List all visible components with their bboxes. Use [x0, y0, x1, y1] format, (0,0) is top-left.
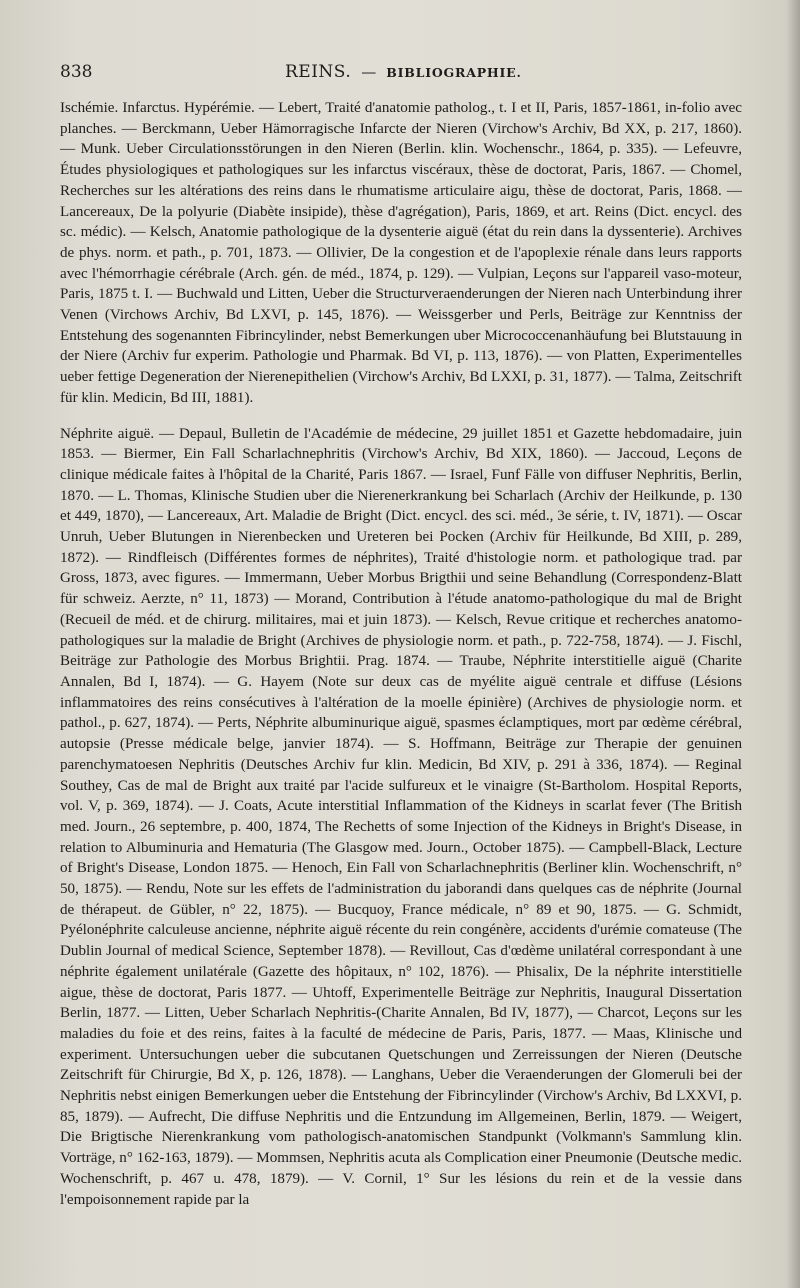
section-references: — Lebert, Traité d'anatomie patholog., t. I et II, Paris, 1857-1861, in-folio avec planches. — Berckmann, Ueber Hämorragische Infarcte der Nieren (Virchow's Archiv, Bd XX, p. 217, 1860). — Munk. Ueber Circulationsstörungen in den Nieren (Berlin. klin. Wochenschr., 1864, p. 335). — Lefeuvre, Études physiologiques et pathologiques sur les infarctus viscéraux, thèse de doctorat, Paris, 1867. — Chomel, Recherches sur les altérations des reins dans le rhumatisme articulaire aigu, thèse de doctorat, Paris, 1868. — Lancereaux, De la polyurie (Diabète insipide), thèse d'agrégation), Paris, 1869, et art. Reins (Dict. encycl. des sc. médic). — Kelsch, Anatomie pathologique de la dysenterie aiguë (état du rein dans la dyssenterie). Archives de phys. norm. et path., p. 701, 1873. — Ollivier, De la congestion et de l'apoplexie rénale dans leurs rapports avec l'hémorrhagie cérébrale (Arch. gén. de méd., 1874, p. 129). — Vulpian, Leçons sur l'appareil vaso-moteur, Paris, 1875 t. I. — Buchwald und Litten, Ueber die Structurveraenderungen der Nieren nach Unterbindung ihrer Venen (Virchows Archiv, Bd LXVI, p. 145, 1876). — Weissgerber und Perls, Beiträge zur Kenntniss der Entstehung des sogenannten Fibrincylinder, nebst Bemerkungen uber Micrococcenanhäufung bei Blutstauung in der Niere (Archiv fur experim. Pathologie und Pharmak. Bd VI, p. 113, 1876). — von Platten, Experimentelles ueber fettige Degeneration der Nierenepithelien (Virchow's Archiv, Bd LXXI, p. 31, 1877). — Talma, Zeitschrift für klin. Medicin, Bd III, 1881). — [60, 100, 742, 406]
running-title-dash: — — [361, 63, 377, 81]
section-references: — Depaul, Bulletin de l'Académie de médecine, 29 juillet 1851 et Gazette hebdomadaire, juin 1853. — Biermer, Ein Fall Scharlachnephritis (Virchow's Archiv, Bd XIX, 1860). — Jaccoud, Leçons de clinique médicale faites à l'hôpital de la Charité, Paris 1867. — Israel, Funf Fälle von diffuser Nephritis, Berlin, 1870. — L. Thomas, Klinische Studien uber die Nierenerkrankung bei Scharlach (Archiv der Heilkunde, p. 130 et 449, 1870), — Lancereaux, Art. Maladie de Bright (Dict. encycl. des sci. méd., 3e série, t. IV, 1871). — Oscar Unruh, Ueber Blutungen in Nierenbecken und Ureteren bei Pocken (Archiv für Heilkunde, Bd XIII, p. 289, 1872). — Rindfleisch (Différentes formes de néphrites), Traité d'histologie norm. et pathologique trad. par Gross, 1873, avec figures. — Immermann, Ueber Morbus Brigthii und seine Behandlung (Correspondenz-Blatt für schweiz. Aerzte, n° 11, 1873) — Morand, Contribution à l'étude anatomo-pathologique du mal de Bright (Recueil de méd. et de chirurg. militaires, mai et juin 1873). — Kelsch, Revue critique et recherches anatomo-pathologiques sur la maladie de Bright (Archives de physiologie norm. et path., p. 722-758, 1874). — J. Fischl, Beiträge zur Pathologie des Morbus Brightii. Prag. 1874. — Traube, Néphrite interstitielle aiguë (Charite Annalen, Bd I, 1874). — G. Hayem (Note sur deux cas de myélite aiguë centrale et diffuse (Lésions inflammatoires des reins consécutives à l'altération de la moelle épinière) (Archives de physiologie norm. et pathol., p. 627, 1874). — Perts, Néphrite albuminurique aiguë, spasmes éclamptiques, mort par œdème cérébral, autopsie (Presse médicale belge, janvier 1874). — S. Hoffmann, Beiträge zur Therapie der genuinen parenchymatoesen Nephritis (Deutsches Archiv fur klin. Medicin, Bd XIV, p. 291 à 336, 1874). — Reginal Southey, Cas de mal de Bright aux traité par l'acide sulfureux et le vinaigre (St-Bartholom. Hospital Reports, vol. V, p. 369, 1874). — J. Coats, Acute interstitial Inflammation of the Kidneys in scarlat fever (The British med. Journ., 26 septembre, p. 400, 1874, The Rechetts of some Injection of the Kidneys in Bright's Disease, in relation to Albuminuria and Hematuria (The Glasgow med. Journ., October 1875). — Campbell-Black, Lecture of Bright's Disease, London 1875. — Henoch, Ein Fall von Scharlachnephritis (Berliner klin. Wochenschrift, n° 50, 1875). — Rendu, Note sur les effets de l'administration du jaborandi dans quelques cas de néphrite (Journal de thérapeut. de Gübler, n° 22, 1875). — Bucquoy, France médicale, n° 89 et 90, 1875. — G. Schmidt, Pyélonéphrite calculeuse ancienne, néphrite aiguë récente du rein congénère, accidents d'urémie comateuse (The Dublin Journal of medical Science, September 1878). — Revillout, Cas d'œdème unilatéral correspondant à une néphrite également unilatérale (Gazette des hôpitaux, n° 102, 1876). — Phisalix, De la néphrite interstitielle aigue, thèse de doctorat, Paris 1877. — Uhtoff, Experimentelle Beiträge zur Nephritis, Inaugural Dissertation Berlin, 1877. — Litten, Ueber Scharlach Nephritis-(Charite Annalen, Bd IV, 1877), — Charcot, Leçons sur les maladies du foie et des reins, faites à la faculté de médecine de Paris, Paris, 1877. — Maas, Klinische und experiment. Untersuchungen ueber die subcutanen Quetschungen und Zerreissungen der Nieren (Deutsche Zeitschrift für Chirurgie, Bd X, p. 126, 1878). — Langhans, Ueber die Veraenderungen der Glomeruli bei der Nephritis nebst einigen Bemerkungen ueber die Entstehung der Fibrincylinder (Virchow's Archiv, Bd LXXVI, p. 85, 1879). — Aufrecht, Die diffuse Nephritis und die Entzundung im Allgemeinen, Berlin, 1879. — Weigert, Die Brigtische Nierenkrankung vom pathologisch-anatomischen Standpunkt (Volkmann's Sammlung klin. Vorträge, n° 162-163, 1879). — Mommsen, Nephritis acuta als Complication einer Pneumonie (Deutsche medic. Wochenschrift, p. 467 u. 478, 1879). — V. Cornil, 1° Sur les lésions du rein et de la vessie dans l'empoisonnement rapide par la — [60, 425, 742, 1208]
running-subtitle: BIBLIOGRAPHIE. — [386, 65, 522, 80]
bibliography-section-ischemie — [60, 98, 742, 409]
page-number: 838 — [60, 62, 93, 82]
section-heading: Ischémie. Infarctus. Hypérémie. — [60, 100, 255, 116]
running-title: REINS. — [285, 62, 352, 82]
running-header — [60, 62, 742, 88]
bibliography-section-nephrite-aigue — [60, 424, 742, 1211]
section-heading: Néphrite aiguë. — [60, 425, 155, 442]
